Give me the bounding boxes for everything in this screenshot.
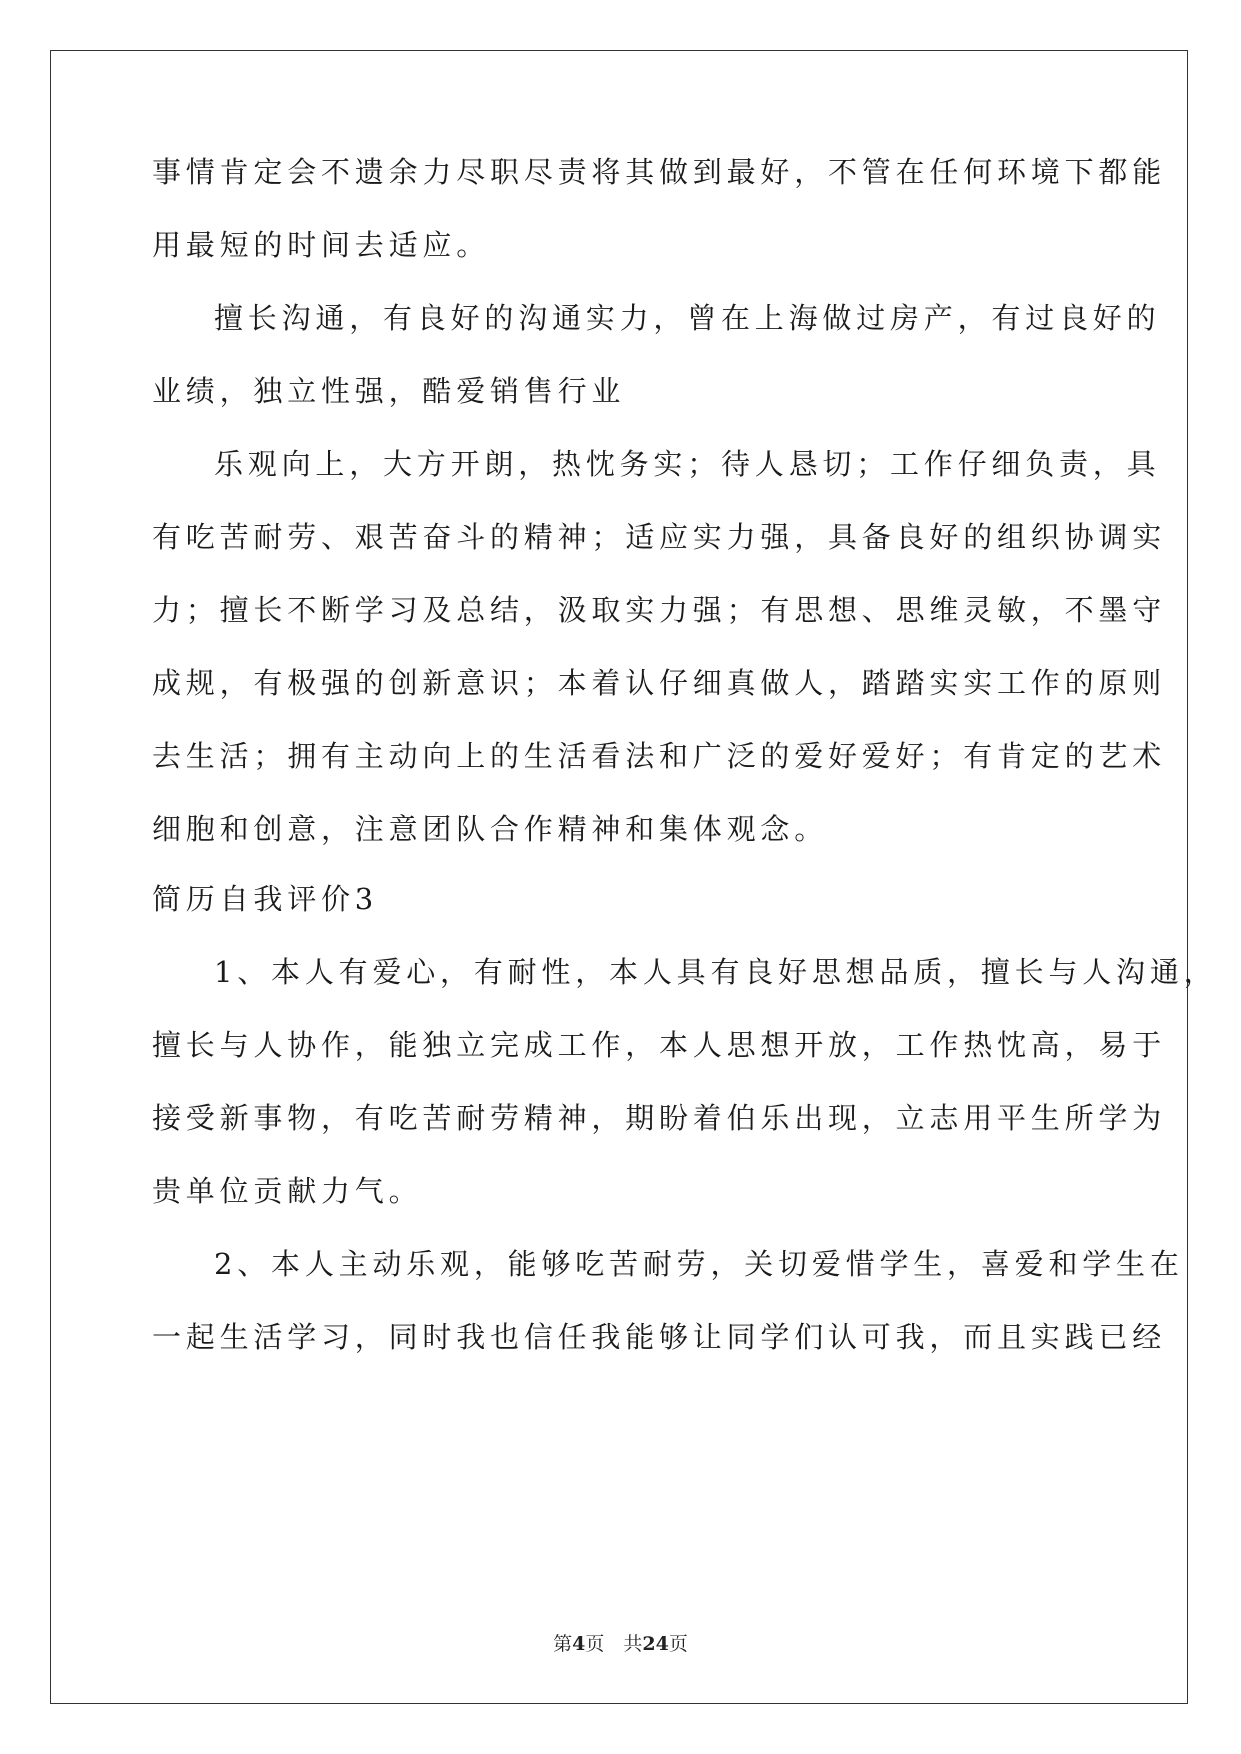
text-line: 细胞和创意，注意团队合作精神和集体观念。	[152, 812, 829, 846]
text-line: 去生活；拥有主动向上的生活看法和广泛的爱好爱好；有肯定的艺术	[152, 739, 1167, 773]
section-heading: 简历自我评价3	[152, 882, 379, 916]
page-footer	[0, 1629, 1241, 1656]
footer-suffix: 页	[668, 1633, 688, 1655]
footer-mid: 页 共	[585, 1633, 643, 1655]
text-line: 擅长与人协作，能独立完成工作，本人思想开放，工作热忱高，易于	[152, 1028, 1167, 1062]
footer-prefix: 第	[553, 1633, 573, 1655]
paragraph-first-line: 擅长沟通，有良好的沟通实力，曾在上海做过房产，有过良好的	[214, 301, 1161, 335]
paragraph-first-line: 乐观向上，大方开朗，热忱务实；待人恳切；工作仔细负责，具	[214, 447, 1161, 481]
paragraph-first-line: 1、本人有爱心，有耐性，本人具有良好思想品质，擅长与人沟通，	[214, 955, 1218, 989]
text-line: 贵单位贡献力气。	[152, 1174, 423, 1208]
total-page-number: 24	[642, 1633, 669, 1655]
paragraph-first-line: 2、本人主动乐观，能够吃苦耐劳，关切爱惜学生，喜爱和学生在	[214, 1247, 1184, 1281]
current-page-number: 4	[572, 1633, 586, 1655]
text-line: 业绩，独立性强，酷爱销售行业	[152, 374, 626, 408]
text-line: 一起生活学习，同时我也信任我能够让同学们认可我，而且实践已经	[152, 1320, 1167, 1354]
text-line: 接受新事物，有吃苦耐劳精神，期盼着伯乐出现，立志用平生所学为	[152, 1101, 1167, 1135]
text-line: 力；擅长不断学习及总结，汲取实力强；有思想、思维灵敏，不墨守	[152, 593, 1167, 627]
text-line: 成规，有极强的创新意识；本着认仔细真做人，踏踏实实工作的原则	[152, 666, 1167, 700]
text-line: 用最短的时间去适应。	[152, 228, 491, 262]
text-line: 事情肯定会不遗余力尽职尽责将其做到最好，不管在任何环境下都能	[152, 155, 1167, 189]
text-line: 有吃苦耐劳、艰苦奋斗的精神；适应实力强，具备良好的组织协调实	[152, 520, 1167, 554]
